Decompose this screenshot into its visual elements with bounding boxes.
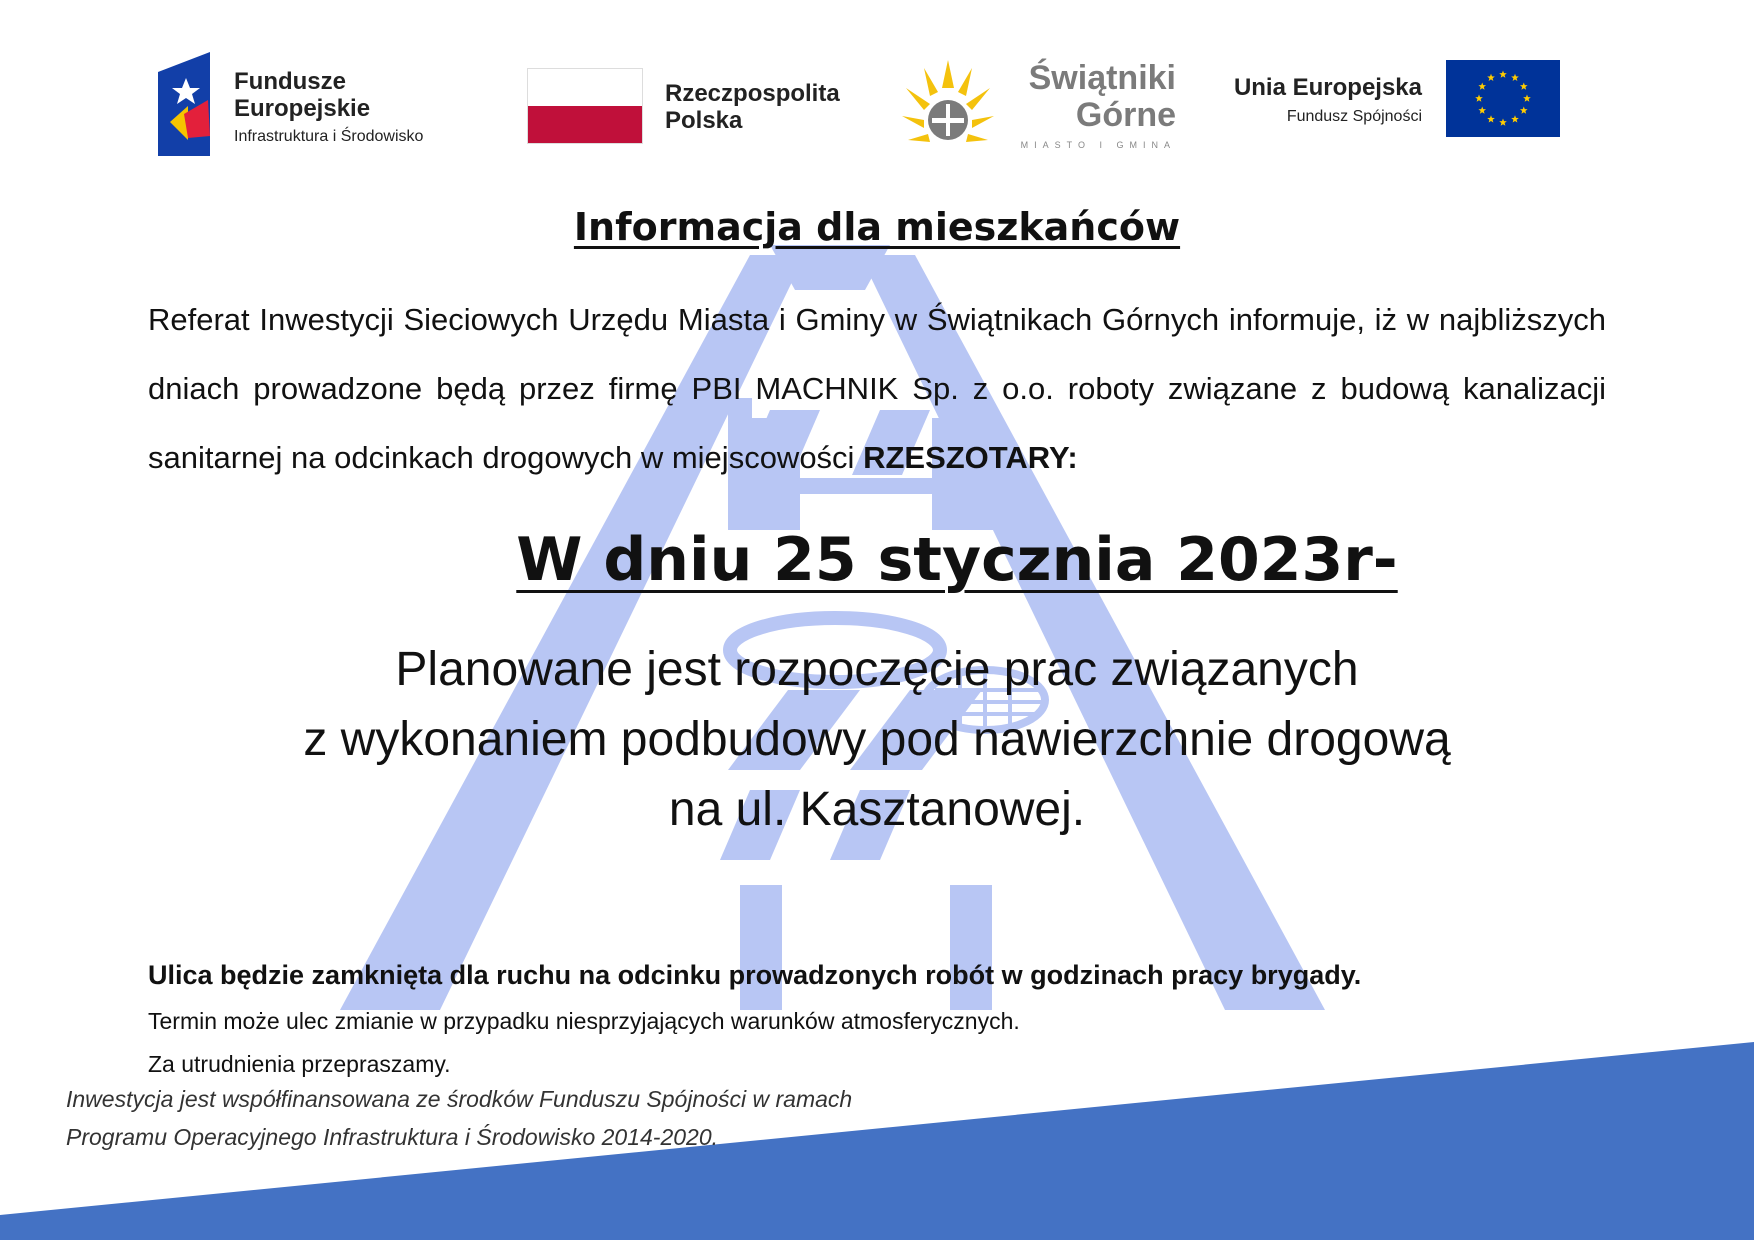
rp-line1: Rzeczpospolita bbox=[665, 80, 840, 107]
work-description bbox=[0, 635, 1754, 845]
page-title: Informacja dla mieszkańców bbox=[573, 205, 1181, 249]
date-heading: W dniu 25 stycznia 2023r- bbox=[516, 525, 1398, 595]
sg-line1: Świątniki bbox=[1028, 59, 1176, 97]
fe-line2: Europejskie bbox=[234, 95, 371, 122]
work-line: na ul. Kasztanowej. bbox=[668, 783, 1086, 836]
swiatniki-gorne-logo bbox=[902, 58, 1182, 158]
polish-flag-icon bbox=[527, 68, 643, 144]
unia-europejska-logo bbox=[1220, 60, 1560, 138]
sg-line2: Górne bbox=[1075, 96, 1176, 134]
intro-paragraph bbox=[148, 285, 1606, 492]
weather-note: Termin może ulec zmianie w przypadku niesprzyjających warunków atmosferycznych. bbox=[148, 1008, 1020, 1034]
ue-line1: Unia Europejska bbox=[1233, 74, 1422, 101]
rzeczpospolita-polska-logo bbox=[527, 68, 867, 146]
eu-flag-icon bbox=[1446, 60, 1560, 137]
swiatniki-crest-icon bbox=[902, 58, 994, 154]
fe-line3: Infrastruktura i Środowisko bbox=[234, 128, 424, 145]
ue-line2: Fundusz Spójności bbox=[1286, 108, 1422, 125]
place-name: RZESZOTARY: bbox=[863, 440, 1078, 475]
fundusze-europejskie-logo bbox=[158, 52, 478, 156]
sg-line3: MIASTO I GMINA bbox=[1020, 140, 1176, 150]
funding-footer bbox=[66, 1080, 852, 1156]
fe-line1: Fundusze bbox=[234, 68, 346, 95]
intro-text: Referat Inwestycji Sieciowych Urzędu Miasta i Gminy w Świątnikach Górnych informuje, iż w najbliższych dniach prowadzone będą przez firmę PBI MACHNIK Sp. z o.o. roboty związane z budową kanalizacji sanitarnej na odcinkach drogowych w miejscowości bbox=[148, 302, 1606, 475]
footer-line: Inwestycja jest współfinansowana ze środków Funduszu Spójności w ramach bbox=[66, 1086, 853, 1112]
footer-line: Programu Operacyjnego Infrastruktura i Środowisko 2014-2020. bbox=[66, 1124, 719, 1150]
work-line: Planowane jest rozpoczęcie prac związanych bbox=[395, 643, 1359, 696]
apology-note: Za utrudnienia przepraszamy. bbox=[148, 1051, 451, 1077]
fe-stars-icon bbox=[158, 52, 214, 156]
closure-notice: Ulica będzie zamknięta dla ruchu na odcinku prowadzonych robót w godzinach pracy brygady. bbox=[148, 960, 1362, 990]
work-line: z wykonaniem podbudowy pod nawierzchnie drogową bbox=[303, 713, 1451, 766]
rp-line2: Polska bbox=[665, 107, 743, 134]
